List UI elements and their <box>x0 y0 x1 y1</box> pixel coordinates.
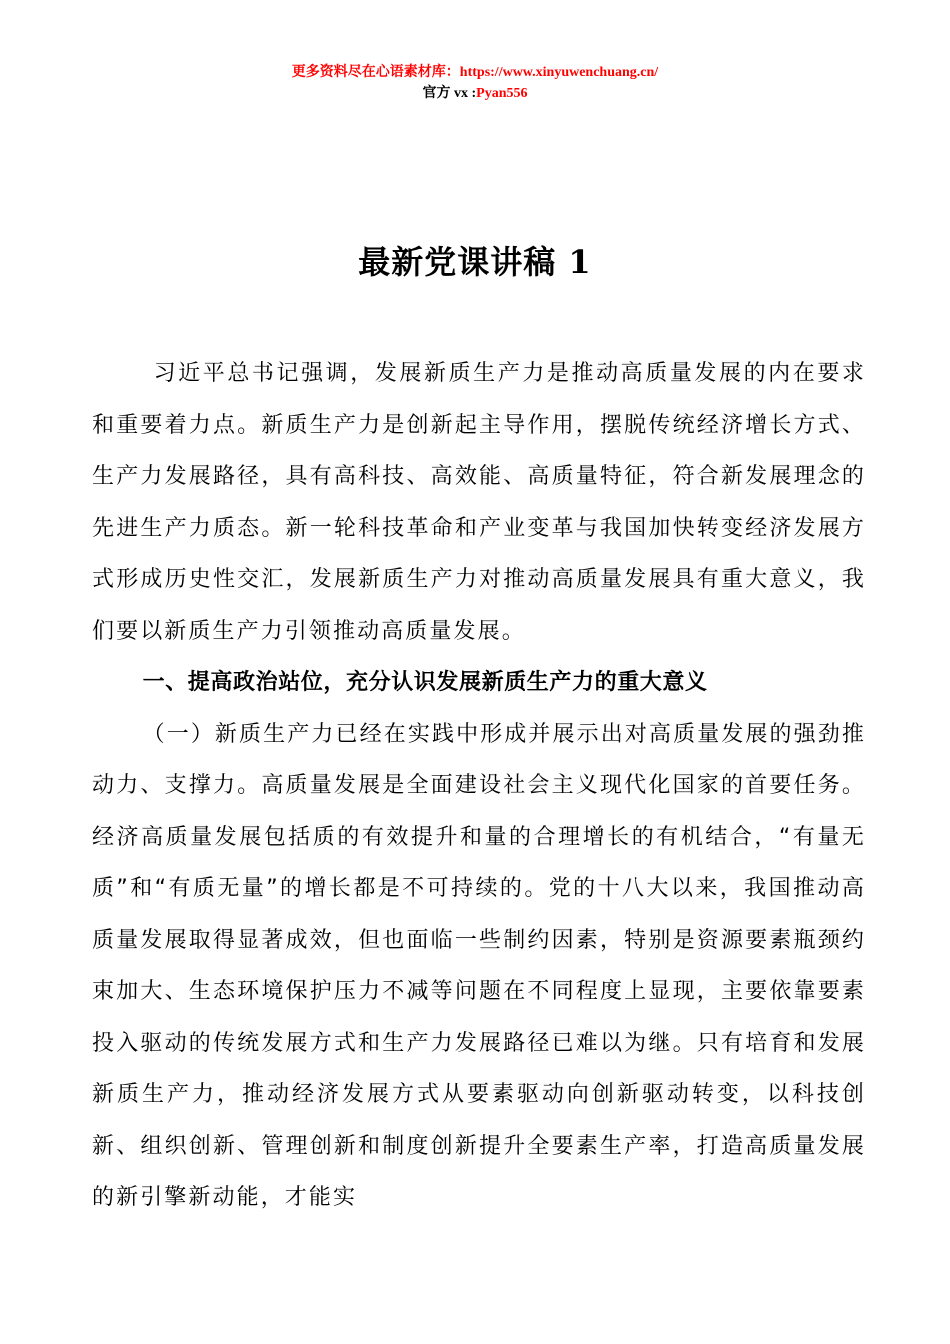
document-body <box>92 348 866 1224</box>
section-heading-1: 一、提高政治站位，充分认识发展新质生产力的重大意义 <box>142 670 708 695</box>
header-wechat-label: 官方 vx : <box>422 86 477 101</box>
paragraph-intro: 习近平总书记强调，发展新质生产力是推动高质量发展的内在要求和重要着力点。新质生产力是创新起主导作用，摆脱传统经济增长方式、生产力发展路径，具有高科技、高效能、高质量特征，符合新发展理念的先进生产力质态。新一轮科技革命和产业变革与我国加快转变经济发展方式形成历史性交汇，发展新质生产力对推动高质量发展具有重大意义，我们要以新质生产力引领推动高质量发展。 <box>92 361 866 644</box>
header-promo-label: 更多资料尽在心语素材库： <box>291 65 460 80</box>
paragraph-subsection-1: （一）新质生产力已经在实践中形成并展示出对高质量发展的强劲推动力、支撑力。高质量发展是全面建设社会主义现代化国家的首要任务。经济高质量发展包括质的有效提升和量的合理增长的有机结合，“有量无质”和“有质无量”的增长都是不可持续的。党的十八大以来，我国推动高质量发展取得显著成效，但也面临一些制约因素，特别是资源要素瓶颈约束加大、生态环境保护压力不减等问题在不同程度上显现，主要依靠要素投入驱动的传统发展方式和生产力发展路径已难以为继。只有培育和发展新质生产力，推动经济发展方式从要素驱动向创新驱动转变，以科技创新、组织创新、管理创新和制度创新提升全要素生产率，打造高质量发展的新引擎新动能，才能实 <box>92 721 866 1210</box>
document-title: 最新党课讲稿 1 <box>358 243 592 281</box>
header-line-2 <box>0 83 950 104</box>
header-promo-link[interactable]: https://www.xinyuwenchuang.cn/ <box>459 65 659 80</box>
header-wechat-id: Pyan556 <box>476 86 528 101</box>
header-line-1 <box>0 62 950 83</box>
page-header <box>0 62 950 104</box>
